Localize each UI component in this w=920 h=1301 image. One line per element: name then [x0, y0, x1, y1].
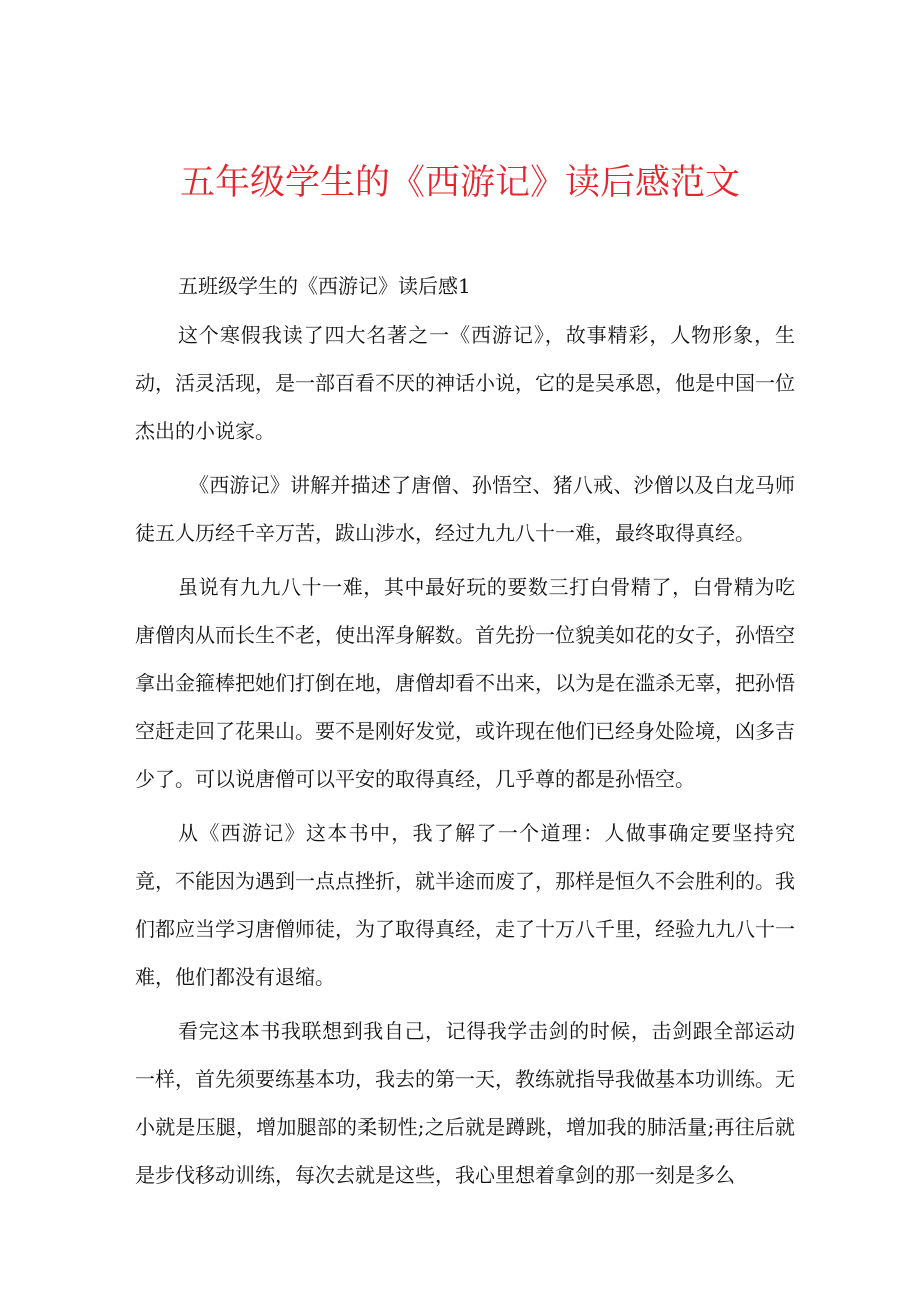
section-heading: 五班级学生的《西游记》读后感1 [178, 274, 471, 298]
paragraph-1: 这个寒假我读了四大名著之一《西游记》，故事精彩，人物形象，生动，活灵活现，是一部百看不厌的神话小说，它的是吴承恩，他是中国一位杰出的小说家。 [135, 323, 795, 443]
paragraph-3: 虽说有九九八十一难，其中最好玩的要数三打白骨精了，白骨精为吃唐僧肉从而长生不老，使出浑身解数。首先扮一位貌美如花的女子，孙悟空拿出金箍棒把她们打倒在地，唐僧却看不出来，以为是在滥杀无辜，把孙悟空赶走回了花果山。要不是刚好发觉，或许现在他们已经身处险境，凶多吉少了。可以说唐僧可以平安的取得真经，几乎尊的都是孙悟空。 [135, 575, 795, 791]
paragraph-4: 从《西游记》这本书中，我了解了一个道理：人做事确定要坚持究竟，不能因为遇到一点点挫折，就半途而废了，那样是恒久不会胜利的。我们都应当学习唐僧师徒，为了取得真经，走了十万八千里，经验九九八十一难，他们都没有退缩。 [135, 821, 795, 989]
document-title: 五年级学生的《西游记》读后感范文 [179, 163, 740, 204]
paragraph-5: 看完这本书我联想到我自己，记得我学击剑的时候，击剑跟全部运动一样，首先须要练基本功，我去的第一天，教练就指导我做基本功训练。无小就是压腿，增加腿部的柔韧性;之后就是蹲跳，增加我的肺活量;再往后就是步伐移动训练，每次去就是这些，我心里想着拿剑的那一刻是多么 [135, 1019, 795, 1187]
paragraph-2: 《西游记》讲解并描述了唐僧、孙悟空、猪八戒、沙僧以及白龙马师徒五人历经千辛万苦，跋山涉水，经过九九八十一难，最终取得真经。 [135, 473, 795, 545]
article-body [135, 264, 795, 1205]
